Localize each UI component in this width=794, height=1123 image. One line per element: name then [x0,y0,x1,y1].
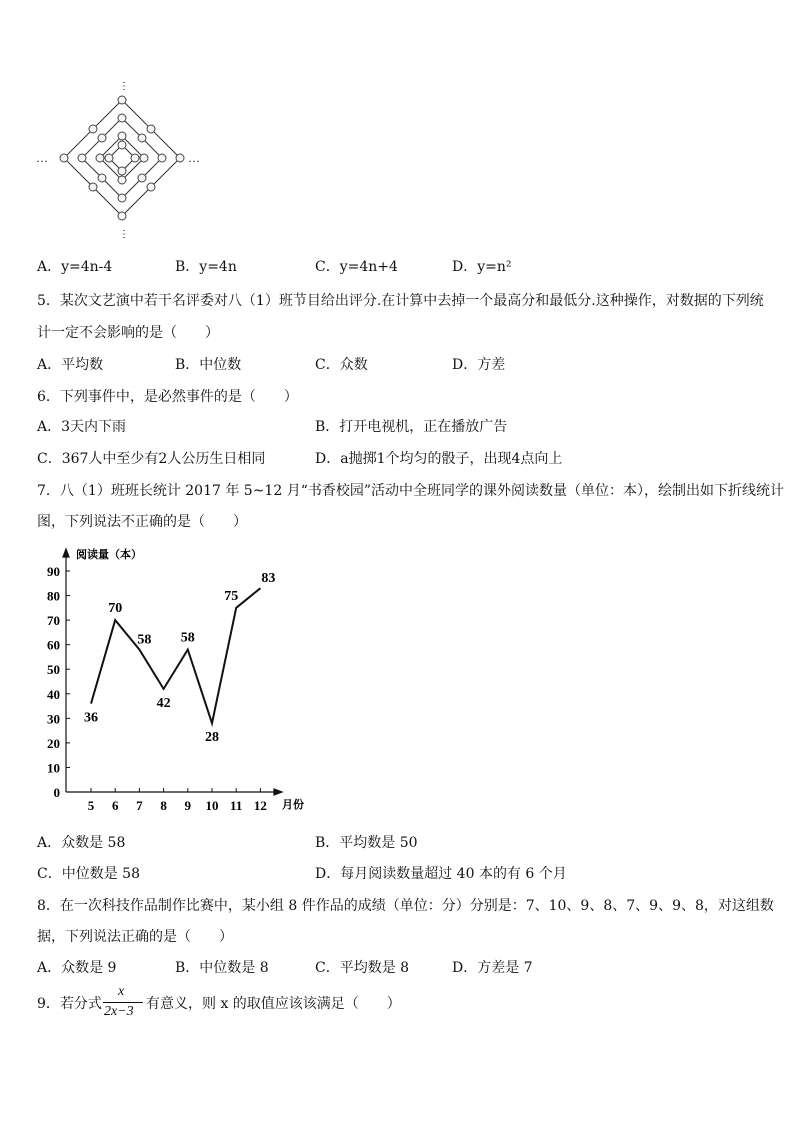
y-axis-arrow [63,549,69,557]
x-tick-label: 10 [205,798,219,813]
x-tick-label: 11 [230,798,243,813]
y-axis-label: 阅读量（本） [76,549,142,561]
q5-stem-line2: 计一定不会影响的是（ ） [37,325,219,341]
data-label: 75 [224,588,239,604]
data-label: 83 [261,571,276,587]
x-tick-label: 9 [184,798,192,813]
q6-stem: 6．下列事件中，是必然事件的是（ ） [37,389,298,405]
q7-option-c: C．中位数是 58 [37,866,140,882]
q7-option-d: D．每月阅读数量超过 40 本的有 6 个月 [315,866,567,882]
q5-stem-line1: 5．某次文艺演中若干名评委对八（1）班节目给出评分.在计算中去掉一个最高分和最低分.这种操作，对数据的下列统 [37,293,764,309]
q4-option-b: B．y=4n [175,259,237,275]
q7-stem-line2: 图，下列说法不正确的是（ ） [37,514,247,530]
q9-numerator: x [118,984,125,999]
diamond-dot-figure [30,75,210,245]
q8-option-d: D．方差是 7 [452,960,533,976]
data-label: 36 [84,710,98,726]
q6-option-b: B．打开电视机，正在播放广告 [315,419,508,435]
right-ellipsis: … [188,151,200,165]
q9-suffix: 有意义，则 x 的取值应该该满足（ ） [146,996,401,1012]
q8-stem-line1: 8．在一次科技作品制作比赛中，某小组 8 件作品的成绩（单位：分）分别是：7、10、9、8、7、9、9、8，对这组数 [37,898,774,914]
y-tick-label: 50 [47,662,60,678]
q5-option-a: A．平均数 [37,357,104,373]
x-axis-arrow [274,789,282,795]
q9-fraction-bar [103,1002,143,1003]
y-tick-label: 60 [47,637,60,653]
q7-stem-line1: 7．八（1）班班长统计 2017 年 5~12 月“书香校园”活动中全班同学的课外阅读数量（单位：本），绘制出如下折线统计 [37,483,785,499]
q4-option-d: D．y=n² [452,259,512,275]
x-axis-label: 月份 [282,799,304,811]
reading-line-chart [36,543,326,818]
data-label: 70 [108,601,123,617]
y-tick-label: 90 [47,564,60,579]
x-tick-label: 6 [111,798,119,813]
data-label: 42 [156,695,171,711]
x-tick-label: 8 [160,798,167,813]
top-ellipsis: ⋮ [119,81,129,92]
x-tick-label: 7 [136,798,143,813]
y-tick-label: 20 [47,735,60,751]
q8-option-a: A．众数是 9 [37,960,117,976]
x-tick-label: 5 [87,798,95,813]
x-tick-label: 12 [253,798,267,813]
y-tick-label: 70 [47,613,60,629]
q8-option-b: B．中位数是 8 [175,960,269,976]
q9-denominator: 2x−3 [104,1004,134,1019]
q8-option-c: C．平均数是 8 [315,960,410,976]
q8-stem-line2: 据，下列说法正确的是（ ） [37,929,233,945]
left-ellipsis: … [36,151,48,165]
y-tick-label: 10 [47,760,60,776]
q4-option-a: A．y=4n-4 [37,259,113,275]
y-tick-label: 0 [53,785,60,800]
y-tick-label: 30 [47,711,60,727]
q9-prefix: 9．若分式 [37,996,102,1012]
q6-option-c: C．367人中至少有2人公历生日相同 [37,451,266,467]
data-label: 28 [205,730,219,746]
data-label: 58 [180,630,195,646]
q5-option-d: D．方差 [452,357,506,373]
data-label: 58 [137,632,152,648]
q7-option-a: A．众数是 58 [37,835,126,851]
y-tick-label: 40 [47,686,60,702]
q6-option-d: D．a抛掷1个均匀的骰子，出现4点向上 [315,451,563,467]
q4-option-c: C．y=4n+4 [315,259,398,275]
q5-option-c: C．众数 [315,357,368,373]
q6-option-a: A．3天内下雨 [37,419,127,435]
q5-option-b: B．中位数 [175,357,242,373]
bottom-ellipsis: ⋮ [119,229,129,240]
q7-option-b: B．平均数是 50 [315,835,418,851]
y-tick-label: 80 [47,588,60,604]
